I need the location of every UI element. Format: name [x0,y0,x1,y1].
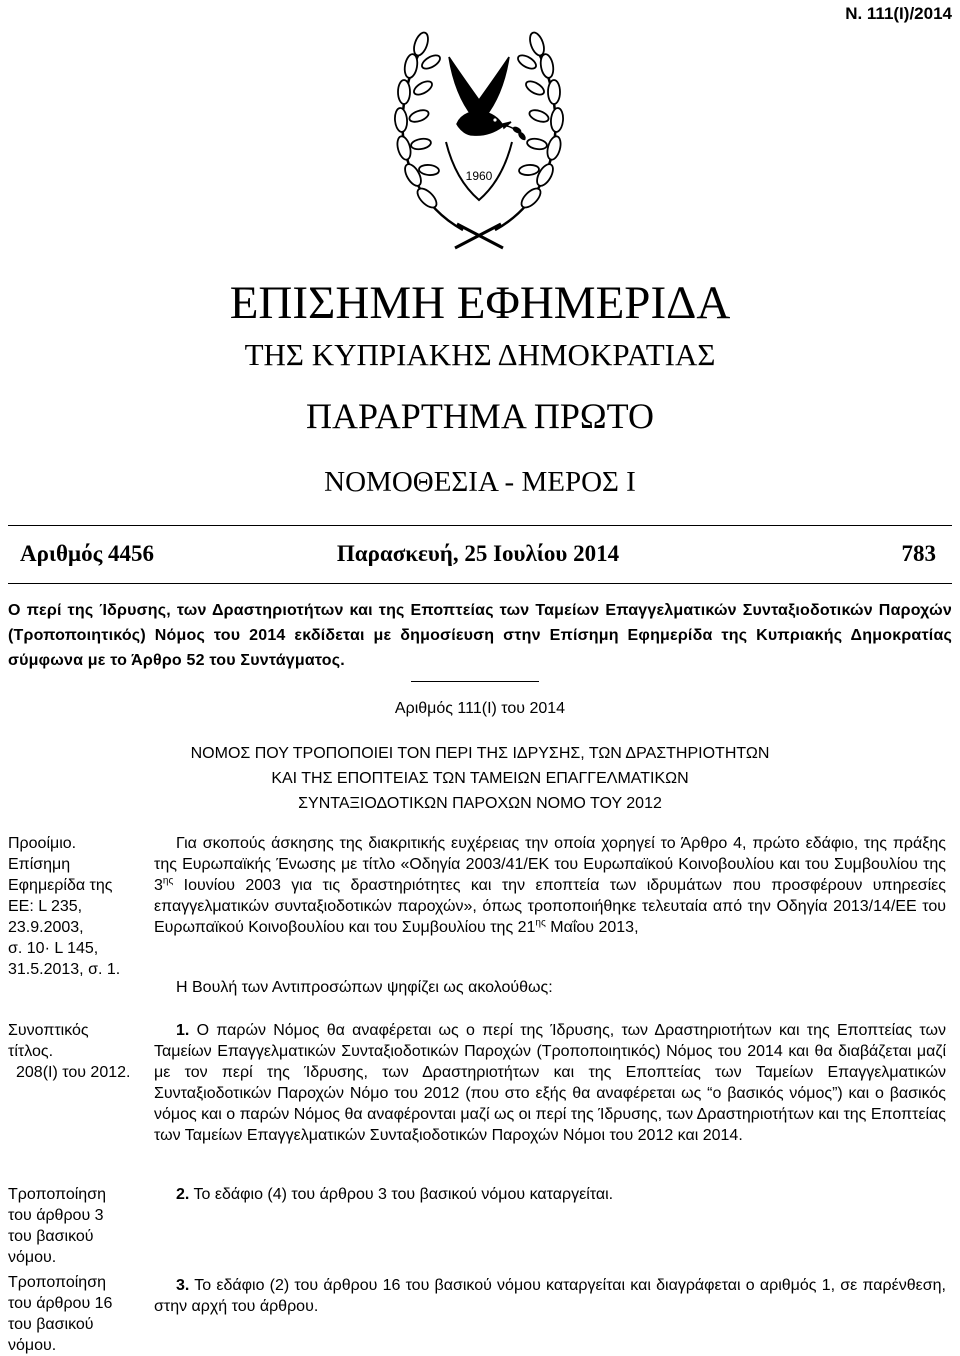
preamble-paragraph [154,833,946,938]
margin-line: Συνοπτικός [8,1022,89,1039]
margin-line: Εφημερίδα της [8,877,113,894]
section-number: 1. [176,1022,190,1039]
divider-bottom [8,583,952,584]
margin-line: του βασικού [8,1228,94,1245]
section-text: Το εδάφιο (2) του άρθρου 16 του βασικού νόμου καταργείται και διαγράφεται ο αριθμός 1, σε παρένθεση, στην αρχή του άρθρου. [154,1277,946,1315]
margin-line: Τροποποίηση [8,1186,106,1203]
law-number: Αριθμός 111(Ι) του 2014 [394,700,566,717]
issue-date: Παρασκευή, 25 Ιουλίου 2014 [336,541,620,566]
margin-line: του βασικού [8,1316,94,1333]
section-2 [154,1184,946,1205]
margin-line: 23.9.2003, [8,919,84,936]
page-number: 783 [901,541,936,566]
margin-line: του άρθρου 3 [8,1207,104,1224]
preamble-text: Μαΐου 2013, [545,919,639,936]
law-number-header: Ν. 111(Ι)/2014 [845,4,952,23]
preamble-text: Ιουνίου 2003 για τις δραστηριότητες και την εποπτεία των ιδρυμάτων που προσφέρουν υπηρεσίες επαγγελματικών συνταξιοδοτικών παροχών», όπως τροποποιήθηκε τελευταία από την Οδηγία 2013/14/ΕΕ του Ευρωπαϊκού Κοινοβουλίου και του Συμβουλίου της 21 [154,877,946,936]
divider-top [8,525,952,526]
section-text: Το εδάφιο (4) του άρθρου 3 του βασικού νόμου καταργείται. [189,1186,614,1203]
short-rule [411,681,539,682]
emblem-year: 1960 [465,169,493,183]
law-title-line: ΣΥΝΤΑΞΙΟΔΟΤΙΚΩΝ ΠΑΡΟΧΩΝ ΝΟΜΟ ΤΟΥ 2012 [298,795,662,812]
law-title [0,741,960,816]
gazette-title: ΕΠΙΣΗΜΗ ΕΦΗΜΕΡΙΔΑ [229,277,731,329]
ordinal-suffix: ης [162,875,174,887]
publication-notice: Ο περί της Ίδρυσης, των Δραστηριοτήτων και της Εποπτείας των Ταμείων Επαγγελματικών Συνταξιοδοτικών Παροχών (Τροποποιητικός) Νόμος του 2014 εκδίδεται με δημοσίευση στην Επίσημη Εφημερίδα της Κυπριακής Δημοκρατίας σύμφωνα με το Άρθρο 52 του Συντάγματος. [8,602,952,669]
margin-line: τίτλος. [8,1043,54,1060]
margin-line: Επίσημη [8,856,71,873]
supplement-title: ΠΑΡΑΡΤΗΜΑ ΠΡΩΤΟ [306,396,654,436]
section-3 [154,1275,946,1317]
dove-icon [449,57,526,140]
margin-line: 31.5.2013, σ. 1. [8,961,121,978]
legislation-part-title: ΝΟΜΟΘΕΣΙΑ - ΜΕΡΟΣ Ι [324,466,636,498]
issue-number: Αριθμός 4456 [20,541,155,566]
section-number: 3. [176,1277,190,1294]
margin-note-amend-article-3 [8,1184,143,1268]
law-title-line: ΚΑΙ ΤΗΣ ΕΠΟΠΤΕΙΑΣ ΤΩΝ ΤΑΜΕΙΩΝ ΕΠΑΓΓΕΛΜΑΤΙΚΩΝ [271,770,689,787]
crossed-stems [455,224,503,248]
margin-line: 208(Ι) του 2012. [16,1064,131,1081]
margin-line: Τροποποίηση [8,1274,106,1291]
margin-line: του άρθρου 16 [8,1295,113,1312]
margin-line: νόμου. [8,1337,57,1354]
section-number: 2. [176,1186,190,1203]
margin-line: νόμου. [8,1249,57,1266]
margin-line: σ. 10· L 145, [8,940,99,957]
section-1 [154,1020,946,1146]
margin-line: Προοίμιο. [8,835,77,852]
preamble-text: Για σκοπούς άσκησης της διακριτικής ευχέρειας την οποία χορηγεί το Άρθρο 4, πρώτο εδάφιο, της πράξης της Ευρωπαϊκής Ένωσης με τίτλο «Οδηγία 2003/41/ΕΚ του Ευρωπαϊκού Κοινοβουλίου και του Συμβουλίου της 3 [154,835,946,894]
margin-note-amend-article-16 [8,1272,143,1356]
gazette-subtitle: ΤΗΣ ΚΥΠΡΙΑΚΗΣ ΔΗΜΟΚΡΑΤΙΑΣ [244,337,716,372]
margin-note-short-title [8,1020,143,1083]
margin-note-preamble [8,833,143,980]
enacting-clause: Η Βουλή των Αντιπροσώπων ψηφίζει ως ακολούθως: [176,979,553,996]
law-title-line: ΝΟΜΟΣ ΠΟΥ ΤΡΟΠΟΠΟΙΕΙ ΤΟΝ ΠΕΡΙ ΤΗΣ ΙΔΡΥΣΗΣ, ΤΩΝ ΔΡΑΣΤΗΡΙΟΤΗΤΩΝ [190,745,770,762]
section-text: Ο παρών Νόμος θα αναφέρεται ως ο περί της Ίδρυσης, των Δραστηριοτήτων και της Εποπτείας των Ταμείων Επαγγελματικών Συνταξιοδοτικών Παροχών (Τροποποιητικός) Νόμος του 2014 και θα διαβάζεται μαζί με τον περί της Ίδρυσης, των Δραστηριοτήτων και της Εποπτείας των Ταμείων Επαγγελματικών Συνταξιοδοτικών Παροχών Νόμο του 2012 (που στο εξής θα αναφέρεται ως “ο βασικός νόμος”) και ο βασικός νόμος και ο παρών Νόμος θα αναφέρονται μαζί ως οι περί της Ίδρυσης, των Δραστηριοτήτων και της Εποπτείας των Ταμείων Επαγγελματικών Συνταξιοδοτικών Παροχών Νόμοι του 2012 και 2014. [154,1022,946,1144]
margin-line: ΕΕ: L 235, [8,898,83,915]
issue-info-row [20,541,936,571]
coat-of-arms-emblem [391,2,567,252]
ordinal-suffix: ης [535,917,546,929]
